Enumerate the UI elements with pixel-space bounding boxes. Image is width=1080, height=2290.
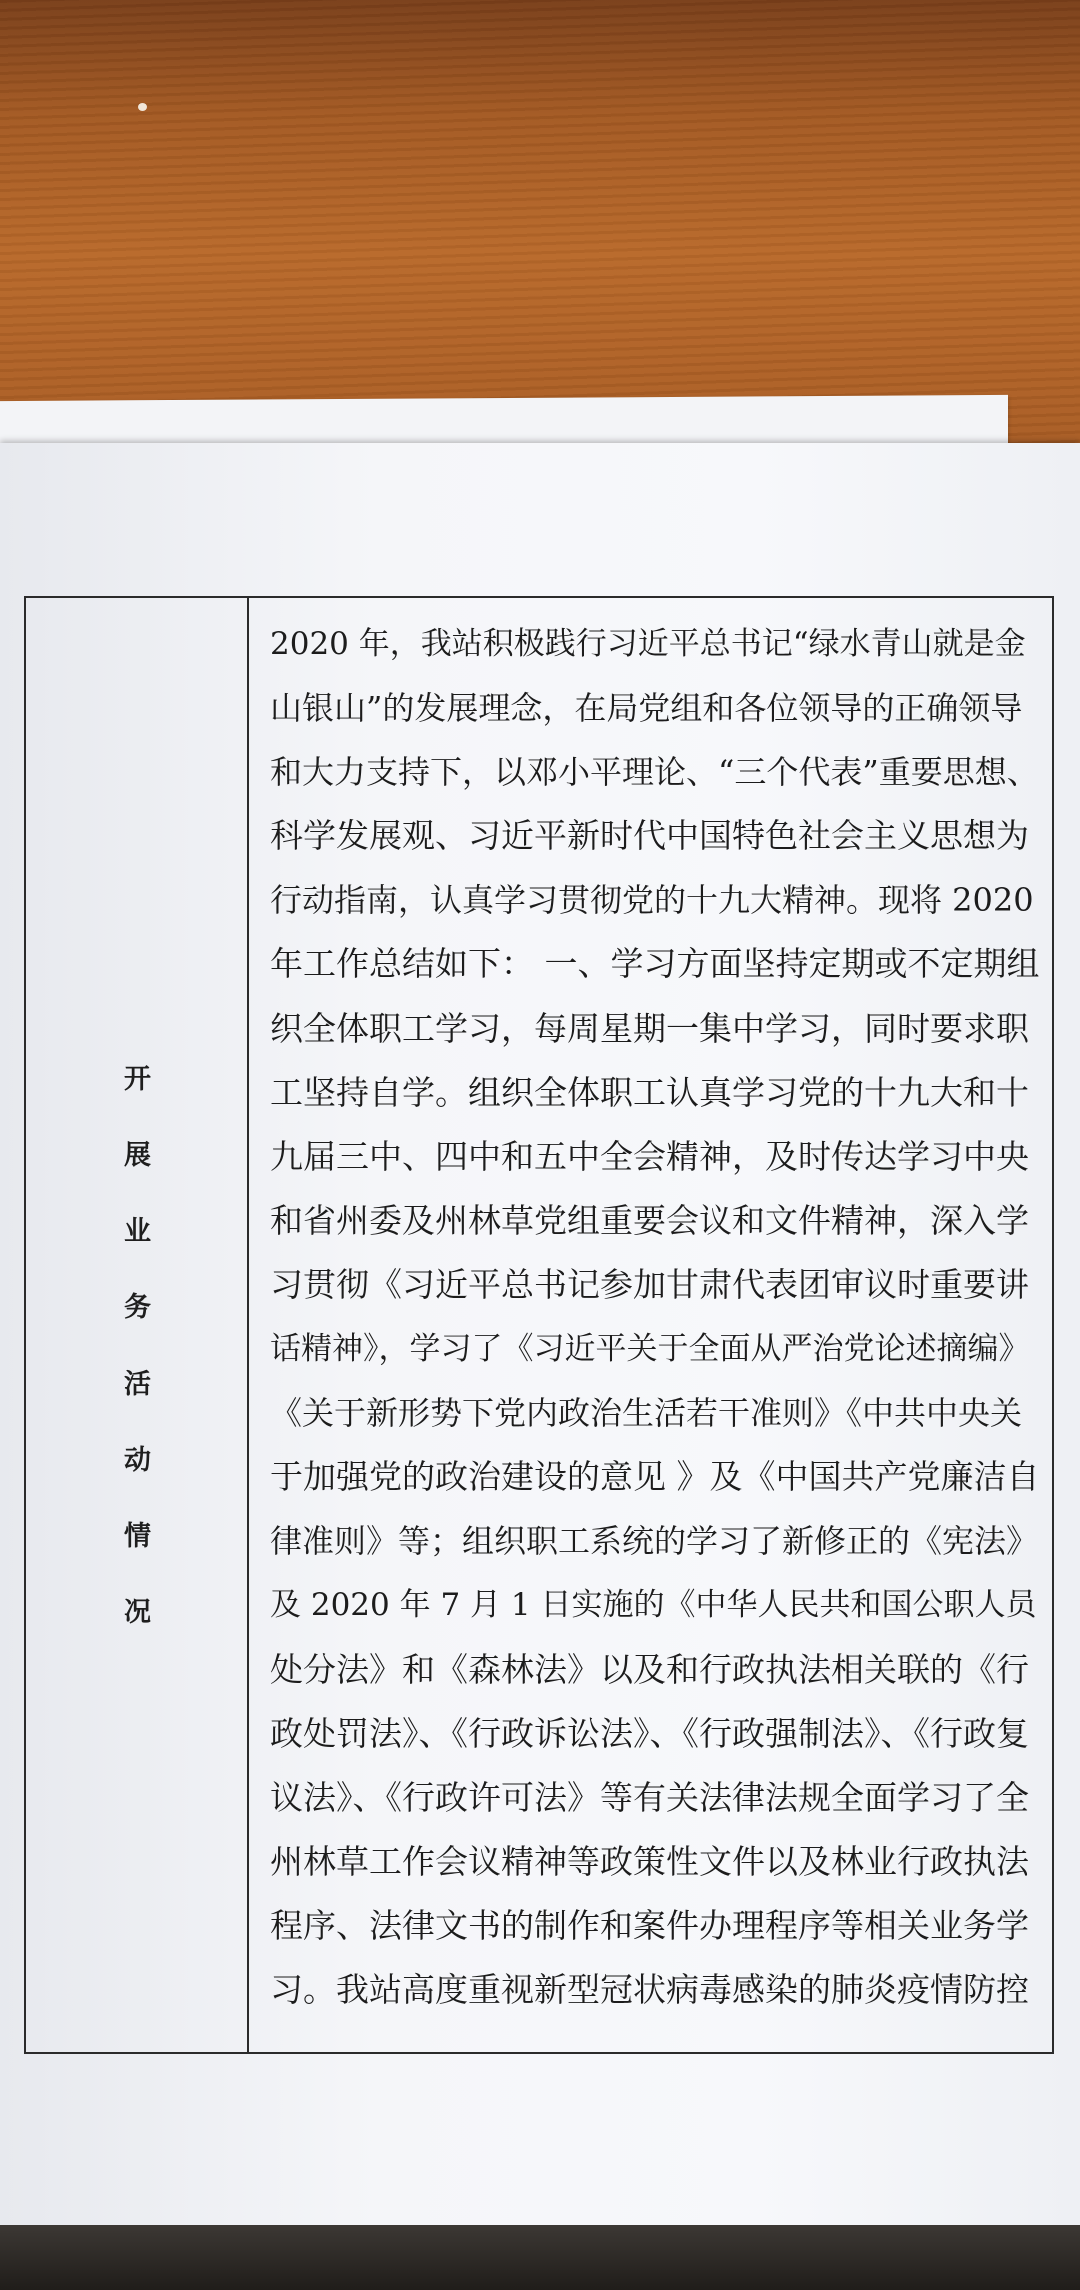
label-char: 况 (124, 1596, 151, 1628)
content-line: 习。我站高度重视新型冠状病毒感染的肺炎疫情防控 (270, 1969, 1029, 2009)
activity-report-table (24, 596, 1054, 2054)
content-line: 政处罚法》、《行政诉讼法》、《行政强制法》、《行政复 (270, 1713, 1029, 1753)
content-line: 山银山”的发展理念，在局党组和各位领导的正确领导 (270, 689, 1023, 728)
content-line: 程序、法律文书的制作和案件办理程序等相关业务学 (270, 1905, 1029, 1945)
content-line: 2020 年，我站积极践行习近平总书记“绿水青山就是金 (270, 626, 1026, 662)
label-char: 务 (124, 1292, 151, 1324)
label-char: 展 (124, 1140, 151, 1172)
content-line: 话精神》，学习了《习近平关于全面从严治党论述摘编》 (270, 1331, 1030, 1368)
content-line: 和省州委及州林草党组重要会议和文件精神，深入学 (270, 1200, 1029, 1240)
content-line: 行动指南，认真学习贯彻党的十九大精神。现将 2020 (270, 881, 1034, 920)
label-char: 活 (124, 1368, 151, 1400)
row-label-cell (26, 598, 249, 2052)
content-line: 习贯彻《习近平总书记参加甘肃代表团审议时重要讲 (270, 1264, 1029, 1304)
content-line: 工坚持自学。组织全体职工认真学习党的十九大和十 (270, 1072, 1029, 1112)
content-line: 处分法》和《森林法》以及和行政执法相关联的《行 (270, 1649, 1029, 1689)
content-line: 州林草工作会议精神等政策性文件以及林业行政执法 (270, 1841, 1029, 1881)
content-line: 织全体职工学习，每周星期一集中学习，同时要求职 (270, 1008, 1029, 1048)
content-line: 律准则》等；组织职工系统的学习了新修正的《宪法》 (270, 1522, 1039, 1561)
content-line: 九届三中、四中和五中全会精神，及时传达学习中央 (270, 1136, 1029, 1176)
content-line: 《关于新形势下党内政治生活若干准则》《中共中央关 (270, 1394, 1023, 1433)
content-line: 及 2020 年 7 月 1 日实施的《中华人民共和国公职人员 (270, 1587, 1037, 1624)
label-char: 开 (124, 1064, 151, 1095)
label-char: 动 (124, 1444, 151, 1476)
wooden-desk-background (0, 0, 1080, 460)
content-line: 于加强党的政治建设的意见 》及《中国共产党廉洁自 (270, 1457, 1040, 1497)
row-label-vertical-text (26, 1066, 249, 1626)
desk-speck (138, 103, 147, 111)
content-cell (256, 598, 1048, 2052)
label-char: 情 (124, 1520, 151, 1552)
content-line: 议法》、《行政许可法》等有关法律法规全面学习了全 (270, 1777, 1029, 1817)
content-line: 科学发展观、习近平新时代中国特色社会主义思想为 (270, 816, 1029, 856)
label-char: 业 (124, 1216, 151, 1248)
content-line: 年工作总结如下： 一、学习方面坚持定期或不定期组 (270, 944, 1040, 984)
dark-background-edge (0, 2225, 1080, 2290)
content-line: 和大力支持下，以邓小平理论、“三个代表”重要思想、 (270, 753, 1039, 792)
